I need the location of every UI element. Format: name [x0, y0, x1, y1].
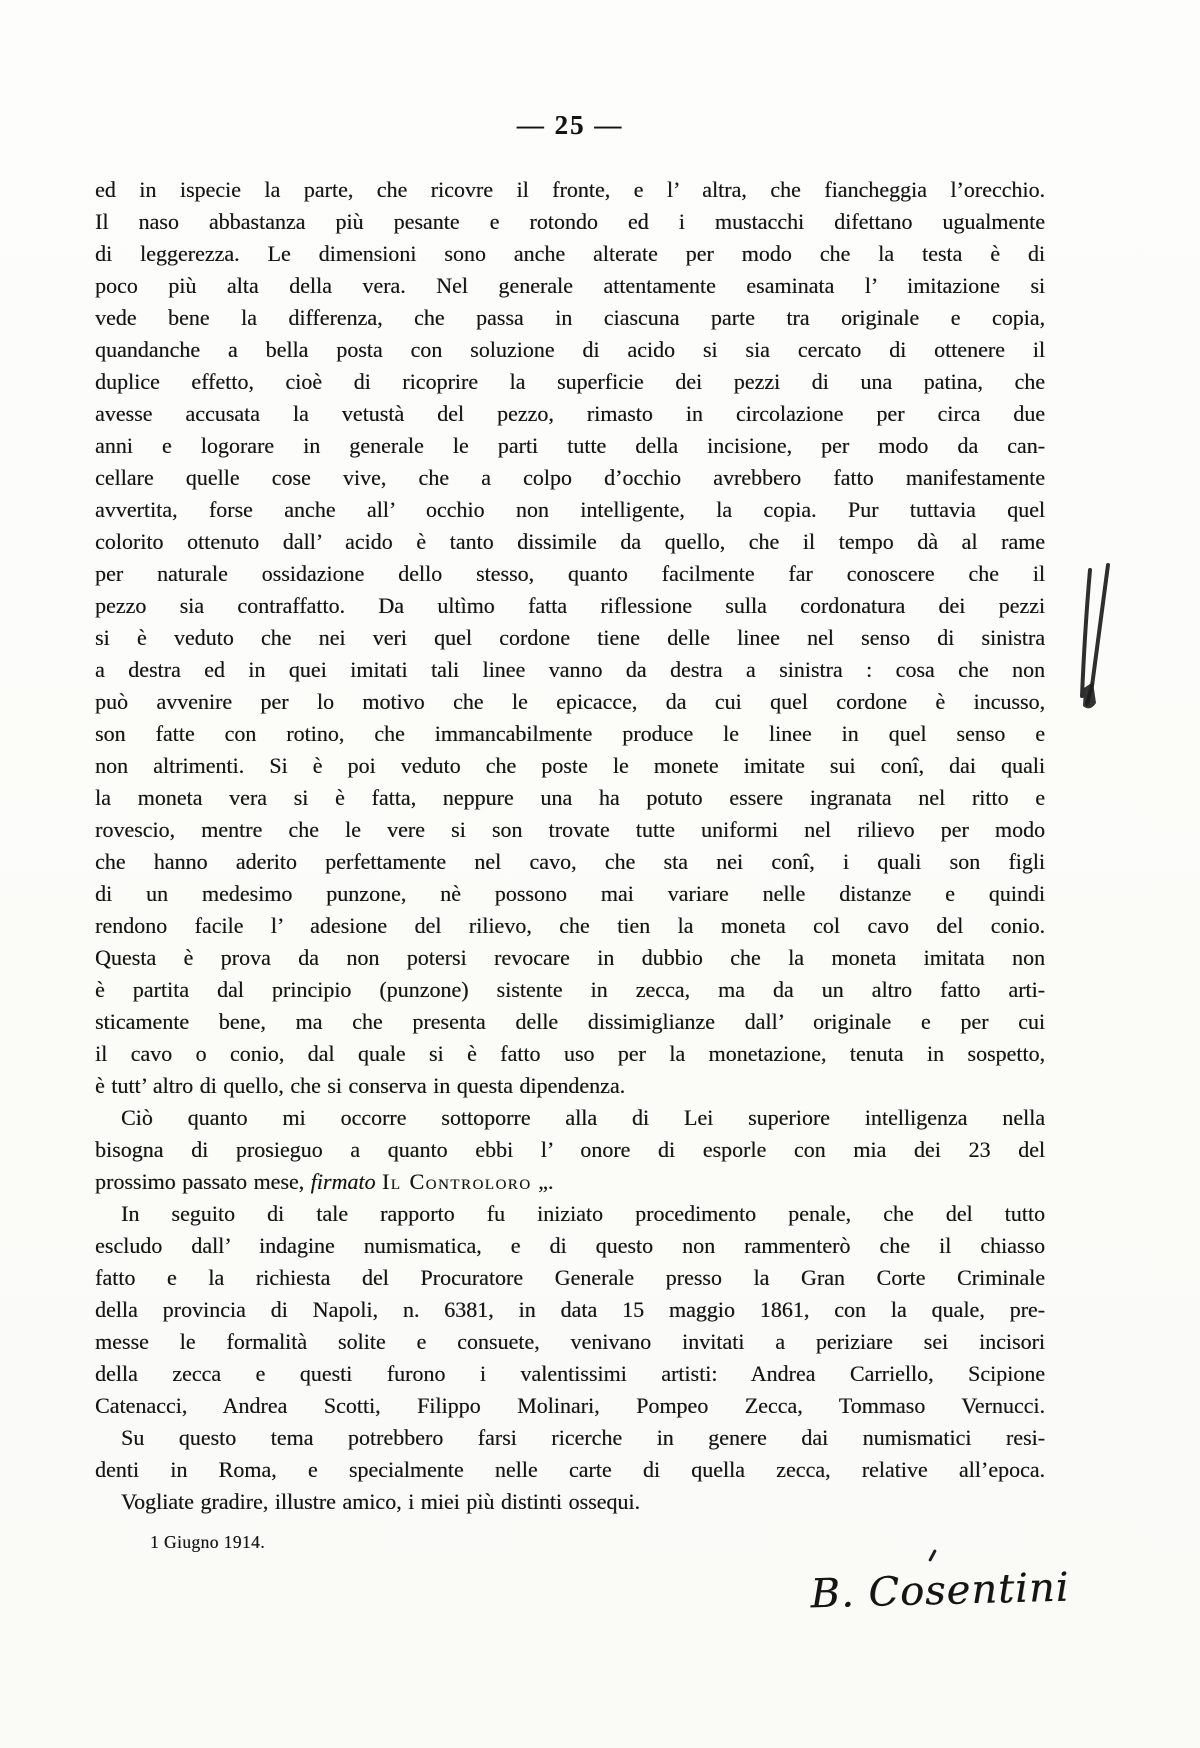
- text-line: può avvenire per lo motivo che le epicacce, da cui quel cordone è incusso,: [95, 689, 1045, 714]
- text-line: rendono facile l’ adesione del rilievo, che tien la moneta col cavo del conio.: [95, 913, 1045, 938]
- text-line: si è veduto che nei veri quel cordone tiene delle linee nel senso di sinistra: [95, 625, 1045, 650]
- text-line: Catenacci, Andrea Scotti, Filippo Molinari, Pompeo Zecca, Tommaso Vernucci.: [95, 1393, 1045, 1418]
- pen-tick-mark-icon: [928, 1549, 937, 1562]
- text-line: Ciò quanto mi occorre sottoporre alla di Lei superiore intelligenza nella: [121, 1105, 1045, 1130]
- text-line: poco più alta della vera. Nel generale attentamente esaminata l’ imitazione si: [95, 273, 1045, 298]
- text-line: di un medesimo punzone, nè possono mai variare nelle distanze e quindi: [95, 881, 1045, 906]
- text-line: sticamente bene, ma che presenta delle dissimiglianze dall’ originale e per cui: [95, 1009, 1045, 1034]
- text-line: vede bene la differenza, che passa in ciascuna parte tra originale e copia,: [95, 305, 1045, 330]
- text-line: quandanche a bella posta con soluzione di acido si sia cercato di ottenere il: [95, 337, 1045, 362]
- italic-text: firmato: [310, 1169, 376, 1194]
- signature: B. Cosentini: [809, 1564, 1071, 1618]
- text-line: [95, 1166, 1045, 1198]
- text-line: cellare quelle cose vive, che a colpo d’occhio avrebbero fatto manifestamente: [95, 465, 1045, 490]
- page-number: — 25 —: [516, 110, 624, 140]
- text-line: denti in Roma, e specialmente nelle carte di quella zecca, relative all’epoca.: [95, 1457, 1045, 1482]
- plain-text: prossimo passato mese,: [95, 1169, 311, 1194]
- text-line: fatto e la richiesta del Procuratore Generale presso la Gran Corte Criminale: [95, 1265, 1045, 1290]
- text-block: [95, 174, 1045, 1518]
- text-line: il cavo o conio, dal quale si è fatto uso per la monetazione, tenuta in sospetto,: [95, 1041, 1045, 1066]
- smallcaps-text: Il Controloro: [381, 1169, 532, 1194]
- plain-text: „.: [531, 1169, 554, 1194]
- text-line: ed in ispecie la parte, che ricovre il fronte, e l’ altra, che fiancheggia l’orecchio.: [95, 177, 1045, 202]
- text-line: è tutt’ altro di quello, che si conserva in questa dipendenza.: [95, 1073, 626, 1098]
- text-line: Vogliate gradire, illustre amico, i miei più distinti ossequi.: [121, 1489, 641, 1514]
- text-line: son fatte con rotino, che immancabilmente produce le linee in quel senso e: [95, 721, 1045, 746]
- text-line: di leggerezza. Le dimensioni sono anche alterate per modo che la testa è di: [95, 241, 1045, 266]
- text-line: Questa è prova da non potersi revocare in dubbio che la moneta imitata non: [95, 945, 1045, 970]
- text-line: bisogna di prosieguo a quanto ebbi l’ onore di esporle con mia dei 23 del: [95, 1137, 1045, 1162]
- text-line: della zecca e questi furono i valentissimi artisti: Andrea Carriello, Scipione: [95, 1361, 1045, 1386]
- text-line: della provincia di Napoli, n. 6381, in data 15 maggio 1861, con la quale, pre-: [95, 1297, 1045, 1322]
- text-line: Il naso abbastanza più pesante e rotondo ed i mustacchi difettano ugualmente: [95, 209, 1045, 234]
- text-line: è partita dal principio (punzone) sistente in zecca, ma da un altro fatto arti-: [95, 977, 1045, 1002]
- text-line: duplice effetto, cioè di ricoprire la superficie dei pezzi di una patina, che: [95, 369, 1045, 394]
- text-line: anni e logorare in generale le parti tutte della incisione, per modo da can-: [95, 433, 1045, 458]
- text-line: messe le formalità solite e consuete, venivano invitati a periziare sei incisori: [95, 1329, 1045, 1354]
- text-line: pezzo sia contraffatto. Da ultìmo fatta riflessione sulla cordonatura dei pezzi: [95, 593, 1045, 618]
- text-line: la moneta vera si è fatta, neppure una ha potuto essere ingranata nel ritto e: [95, 785, 1045, 810]
- text-line: rovescio, mentre che le vere si son trovate tutte uniformi nel rilievo per modo: [95, 817, 1045, 842]
- text-line: a destra ed in quei imitati tali linee vanno da destra a sinistra : cosa che non: [95, 657, 1045, 682]
- text-line: escludo dall’ indagine numismatica, e di questo non rammenterò che il chiasso: [95, 1233, 1045, 1258]
- margin-pen-strokes-icon: [1068, 556, 1120, 718]
- text-line: Su questo tema potrebbero farsi ricerche in genere dai numismatici resi-: [121, 1425, 1045, 1450]
- text-line: avvertita, forse anche all’ occhio non intelligente, la copia. Pur tuttavia quel: [95, 497, 1045, 522]
- text-line: per naturale ossidazione dello stesso, quanto facilmente far conoscere che il: [95, 561, 1045, 586]
- text-line: avesse accusata la vetustà del pezzo, rimasto in circolazione per circa due: [95, 401, 1045, 426]
- text-line: colorito ottenuto dall’ acido è tanto dissimile da quello, che il tempo dà al rame: [95, 529, 1045, 554]
- text-line: In seguito di tale rapporto fu iniziato procedimento penale, che del tutto: [121, 1201, 1045, 1226]
- text-line: non altrimenti. Si è poi veduto che poste le monete imitate sui conî, dai quali: [95, 753, 1045, 778]
- date-line: 1 Giugno 1914.: [150, 1532, 265, 1552]
- text-line: che hanno aderito perfettamente nel cavo, che sta nei conî, i quali son figli: [95, 849, 1045, 874]
